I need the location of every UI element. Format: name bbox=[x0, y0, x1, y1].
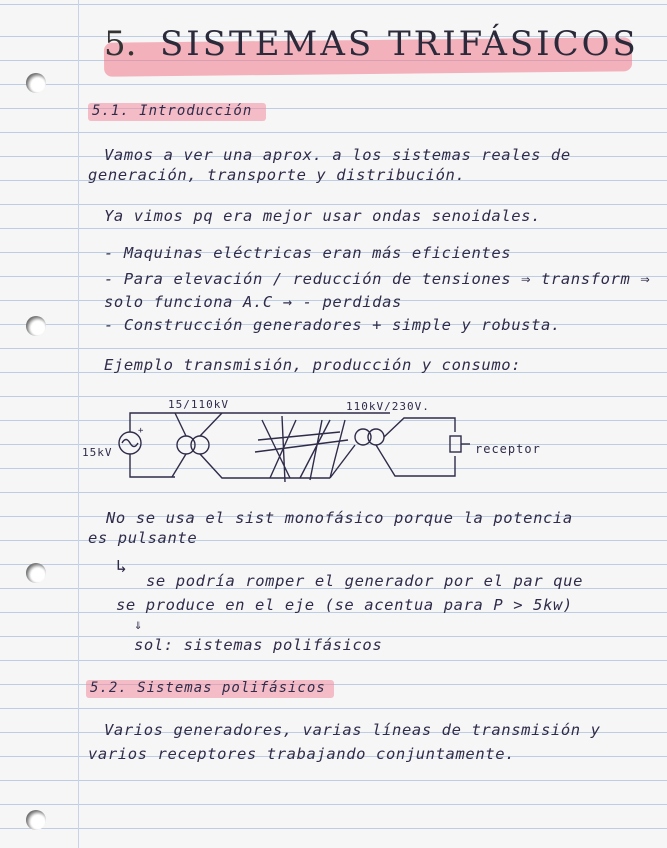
bullet-2-cont: solo funciona A.C → - perdidas bbox=[104, 293, 402, 311]
bullet-1: - Maquinas eléctricas eran más eficientes bbox=[104, 244, 512, 262]
para2: Ya vimos pq era mejor usar ondas senoidales. bbox=[104, 207, 541, 225]
section2-line1: Varios generadores, varias líneas de transmisión y bbox=[104, 721, 601, 739]
transformer-1-coil-b bbox=[191, 436, 209, 454]
bullet-2: - Para elevación / reducción de tensiones ⇒ transform ⇒ bbox=[104, 270, 651, 288]
mono-line1: No se usa el sist monofásico porque la potencia bbox=[106, 509, 573, 527]
label-transformer2: 110kV/230V. bbox=[346, 400, 430, 413]
label-plus: + bbox=[138, 426, 145, 436]
para1-line1: Vamos a ver una aprox. a los sistemas reales de bbox=[104, 146, 571, 164]
title-number: 5. bbox=[104, 24, 137, 64]
example-line: Ejemplo transmisión, producción y consumo: bbox=[104, 356, 522, 374]
mono-arrow-line1: se podría romper el generador por el par que bbox=[146, 572, 583, 590]
bullet-3: - Construcción generadores + simple y robusta. bbox=[104, 316, 561, 334]
transformer-1-coil-a bbox=[177, 436, 195, 454]
section2-line2: varios receptores trabajando conjuntamente. bbox=[88, 745, 516, 763]
hook-arrow-icon: ↳ bbox=[116, 556, 128, 577]
mono-arrow-line2: se produce en el eje (se acentua para P > 5kw) bbox=[116, 596, 573, 614]
mono-line2: es pulsante bbox=[88, 529, 198, 547]
page-title: SISTEMAS TRIFÁSICOS bbox=[160, 24, 639, 64]
down-arrow-icon: ⇓ bbox=[134, 617, 144, 633]
label-transformer1: 15/110kV bbox=[168, 398, 229, 411]
sol-line: sol: sistemas polifásicos bbox=[134, 636, 383, 654]
section1-heading: 5.1. Introducción bbox=[92, 103, 253, 119]
para1-line2: generación, transporte y distribución. bbox=[88, 166, 466, 184]
label-receptor: receptor bbox=[475, 442, 541, 456]
receptor-symbol bbox=[450, 436, 461, 452]
label-15kv: 15kV bbox=[82, 446, 113, 459]
section2-heading: 5.2. Sistemas polifásicos bbox=[90, 680, 326, 696]
